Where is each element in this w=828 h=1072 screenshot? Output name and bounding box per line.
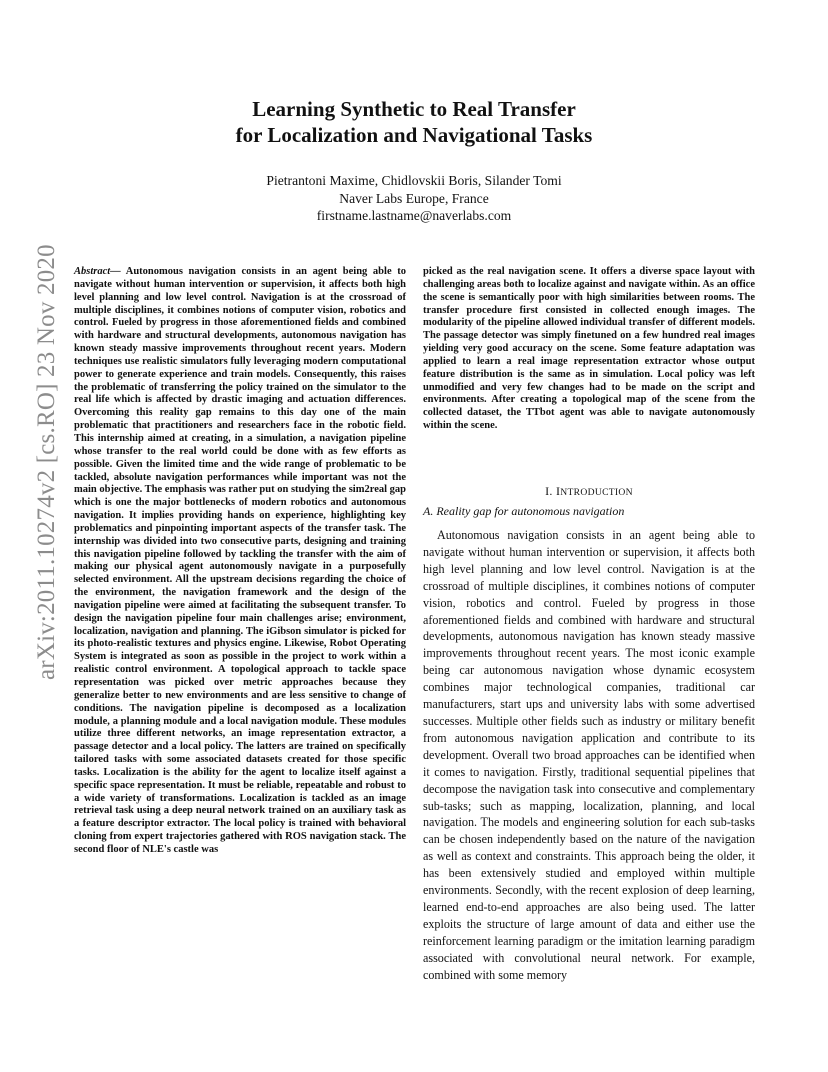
title-line-2: for Localization and Navigational Tasks	[235, 123, 593, 147]
abstract-dash: —	[110, 266, 126, 277]
arxiv-identifier-stamp: arXiv:2011.10274v2 [cs.RO] 23 Nov 2020	[33, 244, 60, 680]
abstract-label: Abstract	[74, 266, 111, 277]
abstract-left-column	[74, 266, 406, 857]
paper-title	[150, 96, 678, 148]
author-names: Pietrantoni Maxime, Chidlovskii Boris, Silander Tomi	[266, 173, 562, 188]
introduction-paragraph: Autonomous navigation consists in an agent being able to navigate without human intervention or supervision, it affects both high level planning and low level control. Navigation is at the crossroad of multiple disciplines, it combines notions of computer vision, robotics and control. Fueled by progress in those aforementioned fields and combined with hardware and structural developments, autonomous navigation has known steady massive improvements throughout recent years. The most iconic example being car autonomous navigation whose dynamic ecosystem combines major technological companies, traditional car manufacturers, start ups and university labs with some advertised successes. Multiple other fields such as industry or military benefit from autonomous navigation application and contribute to its development. Overall two broad approaches can be identified when it comes to navigation. Firstly, traditional sequential pipelines that decompose the navigation task into consecutive and complementary sub-tasks; such as mapping, localization, planning, and local navigation. The models and engineering solution for each sub-tasks can be chosen independently based on the nature of the navigation as well as context and constraints. This approach being the older, it has been extensively studied and employed within multiple environments. Secondly, with the recent explosion of deep learning, learned end-to-end approaches are also being used. The latter exploits the structure of large amount of data and either use the reinforcement learning paradigm or the imitation learning paradigm associated with convolutional neural network. For example, combined with some memory	[423, 528, 755, 982]
author-block	[150, 172, 678, 225]
author-affiliation: Naver Labs Europe, France	[339, 190, 489, 206]
title-line-1: Learning Synthetic to Real Transfer	[252, 97, 576, 121]
author-email: firstname.lastname@naverlabs.com	[316, 208, 512, 223]
abstract-text-left: Autonomous navigation consists in an agent being able to navigate without human intervention or supervision, it affects both high level planning and low level control. Navigation is at the crossroad of multiple disciplines, it combines notions of computer vision, robotics and control. Fueled by progress in those aforementioned fields and combined with hardware and structural developments, autonomous navigation has known steady massive improvements throughout recent years. Modern techniques use realistic simulators fully leveraging modern computational power to generate experience and train models. Consequently, this raises the problematic of transferring the policy trained on the simulator to the real life which is affected by drastic imaging and actuation differences. Overcoming this reality gap remains to this day one of the main problematic that practitioners and researchers face in the robotic field. This internship aimed at creating, in a simulation, a navigation pipeline whose transfer to the real world could be done with as few efforts as possible. Given the limited time and the wide range of problematic to be tackled, absolute navigation performances while important was not the main objective. The emphasis was rather put on studying the sim2real gap which is one the major bottlenecks of modern robotics and autonomous navigation. It implies providing hands on experience, highlighting key problematics and pinpointing important aspects of the transfer task. The internship was divided into two consecutive parts, designing and training this navigation pipeline followed by tackling the transfer with the aim of making our physical agent autonomously navigate in a purposefully selected environment. All the upstream decisions regarding the choice of the environment, the navigation framework and the design of the navigation pipeline were aimed at facilitating the subsequent transfer. To design the navigation pipeline four main challenges arise; environment, localization, navigation and planning. The iGibson simulator is picked for its photo-realistic textures and physics engine. Likewise, Robot Operating System is integrated as soon as possible in the project to work within a realistic control environment. A topological approach to tackle space representation was picked over metric approaches because they generalize better to new environments and are less sensitive to change of conditions. The navigation pipeline is decomposed as a localization module, a planning module and a local navigation module. These modules utilize three different networks, an image representation extractor, a passage detector and a local policy. The latters are trained on specifically tailored tasks with some associated datasets created for those specific tasks. Localization is the ability for the agent to localize itself against a specific space representation. It must be reliable, repeatable and robust to a wide variety of transformations. Localization is tackled as an image retrieval task using a deep neural network trained on an auxiliary task as a feature descriptor extractor. The local policy is trained with behavioral cloning from expert trajectories gathered with ROS navigation stack. The second floor of NLE's castle was	[74, 266, 406, 855]
subsection-heading: A. Reality gap for autonomous navigation	[423, 504, 625, 518]
section-heading	[423, 484, 755, 499]
section-heading-text: I. INTRODUCTION	[545, 484, 633, 498]
abstract-right-column	[423, 266, 755, 433]
abstract-text-right: picked as the real navigation scene. It offers a diverse space layout with challenging areas both to localize against and navigate within. As an office the scene is semantically poor with high similarities between rooms. The transfer procedure first consisted in collected enough images. The modularity of the pipeline allowed individual transfer of different models. The passage detector was simply finetuned on a few hundred real images yielding very good accuracy on the scene. Some feature adaptation was applied to learn a real image representation extractor whose output feature distribution is the same as in simulation. Local policy was left unmodified and very few changes had to be made on the script and environments. After creating a topological map of the scene from the collected dataset, the TTbot agent was able to navigate autonomously within the scene.	[423, 266, 755, 432]
